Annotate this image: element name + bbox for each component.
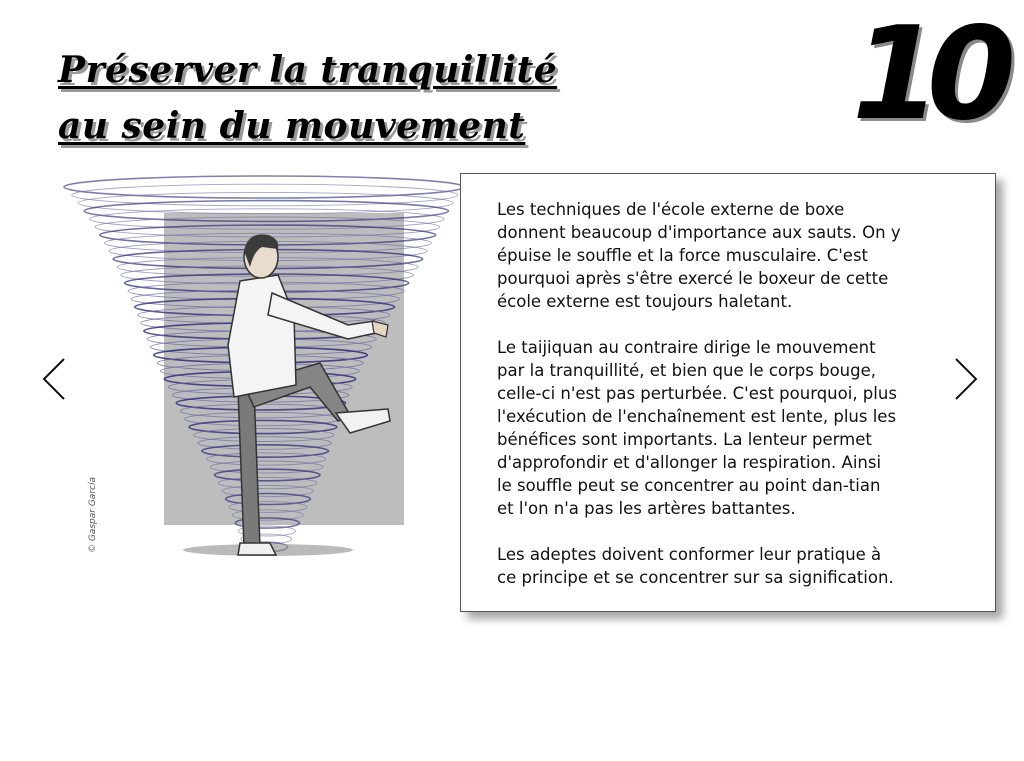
next-slide-button[interactable] [952,357,980,401]
chevron-left-icon [40,357,68,401]
vortex-figure-drawing [58,175,468,575]
slide-title-line-1: Préserver la tranquillité [58,49,558,91]
slide-title [58,42,678,154]
previous-slide-button[interactable] [40,357,68,401]
chevron-right-icon [952,357,980,401]
paragraph-3: Les adeptes doivent conformer leur pratique à ce principe et se concentrer sur sa signification. [497,545,894,587]
taijiquan-illustration [58,175,468,575]
page-number: 10 [851,0,1002,149]
vortex-ring [64,176,464,198]
slide-title-line-2: au sein du mouvement [58,105,526,147]
paragraph-2: Le taijiquan au contraire dirige le mouvement par la tranquillité, et bien que le corps bouge, celle-ci n'est pas perturbée. C'est pourquoi, plus l'exécution de l'enchaînement est lente, plus les bénéfices sont importants. La lenteur permet d'approfondir et d'allonger la respiration. Ainsi le souffle peut se concentrer au point dan-tian et l'on n'a pas les artères battantes. [497,338,897,518]
illustration-credit: © Gaspar García [88,477,98,553]
paragraph-1: Les techniques de l'école externe de boxe donnent beaucoup d'importance aux sauts. On y épuise le souffle et la force musculaire. C'est pourquoi après s'être exercé le boxeur de cette école externe est toujours haletant. [497,200,901,311]
text-card [460,173,996,612]
